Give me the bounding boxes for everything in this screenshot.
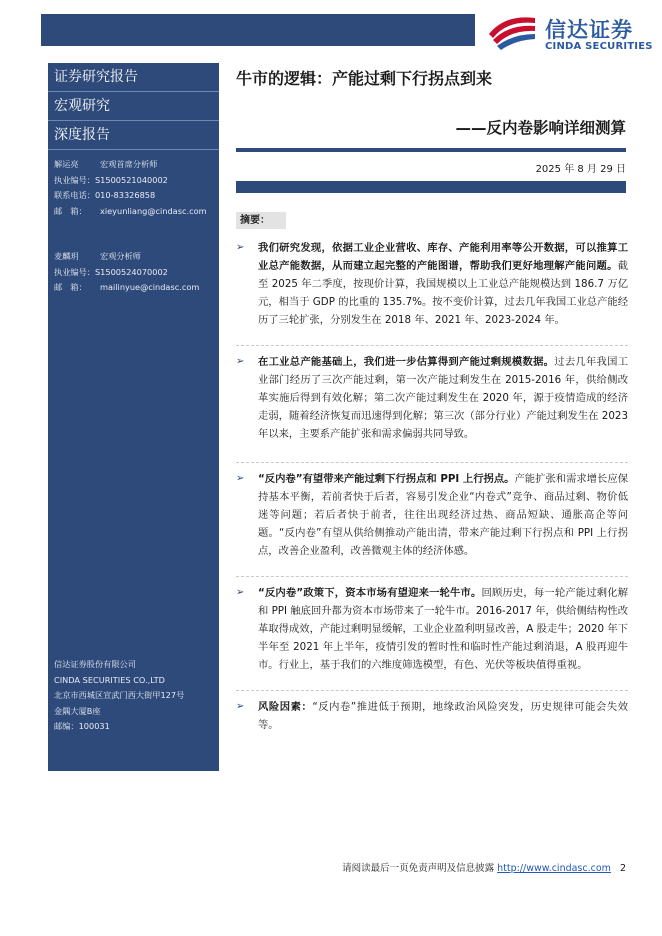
report-date: 2025 年 8 月 29 日: [535, 164, 626, 175]
company-info: [54, 657, 184, 735]
report-subtitle: ——反内卷影响详细测算: [455, 119, 626, 137]
analyst-2-email-label: 邮 箱：: [54, 282, 87, 292]
logo-text-en: CINDA SECURITIES: [545, 41, 653, 52]
abstract-point-1: [236, 239, 628, 329]
sidebar-title-category: 宏观研究: [48, 92, 219, 121]
sidebar: [48, 63, 219, 771]
analyst-1-cert-label: 执业编号：: [54, 174, 95, 185]
company-postcode: 邮编：100031: [54, 721, 110, 731]
header-banner: [41, 14, 475, 46]
analyst-2-info: [54, 249, 199, 296]
triangle-arrow-icon: ➢: [236, 587, 245, 598]
triangle-arrow-icon: ➢: [236, 701, 245, 712]
analyst-1-phone: 010-83326858: [94, 190, 156, 200]
analyst-1-role: 宏观首席分析师: [100, 159, 158, 169]
title-divider: [236, 148, 626, 152]
company-address-1: 北京市西城区宣武门西大街甲127号: [54, 690, 185, 700]
abstract-point-4: [236, 584, 628, 674]
abstract-point-1-bold: 我们研究发现，依据工业企业营收、库存、产能利用率等公开数据，可以推算工业总产能数据，从而建立起完整的产能图谱，帮助我们更好地理解产能问题。: [258, 242, 628, 272]
abstract-point-3-bold: “反内卷”有望带来产能过剩下行拐点和 PPI 上行拐点。: [258, 473, 515, 485]
divider: [236, 462, 628, 463]
logo-text-cn: 信达证券: [545, 18, 633, 42]
divider: [236, 690, 628, 691]
abstract-point-1-text: [258, 239, 628, 329]
disclaimer-notice: 请阅读最后一页免责声明及信息披露: [342, 863, 495, 874]
abstract-point-4-body: 回顾历史，每一轮产能过剩化解和 PPI 触底回升都为资本市场带来了一轮牛市。2016-2017 年，供给侧结构性改革取得成效，产能过剩明显缓解，工业企业盈利明显改善，A 股走牛；2020 年下半年至 2021 年上半年，疫情引发的暂时性和临时性产能过剩消退，A 股再迎牛市。行业上，基于我们的六维度筛选模型，有色、光伏等板块值得重视。: [258, 587, 628, 671]
abstract-point-2-text: [258, 353, 628, 443]
analyst-1-cert: S1500521040002: [94, 174, 168, 185]
company-logo: [485, 12, 653, 56]
abstract-point-2-bold: 在工业总产能基础上，我们进一步估算得到产能过剩规模数据。: [258, 356, 555, 368]
abstract-point-5-body: “反内卷”推进低于预期，地缘政治风险突发，历史规律可能会失效等。: [258, 701, 628, 731]
abstract-point-2-body: 过去几年我国工业部门经历了三次产能过剩，第一次产能过剩发生在 2015-2016 年，供给侧改革实施后得到有效化解；第二次产能过剩发生在 2020 年，源于疫情造成的经济走弱，随着经济恢复而迅速得到化解；第三次（部分行业）产能过剩发生在 2023 年以来，主要系产能扩张和需求偏弱共同导致。: [258, 356, 629, 440]
company-name-cn: 信达证券股份有限公司: [54, 659, 136, 669]
triangle-arrow-icon: ➢: [236, 473, 245, 484]
website-link[interactable]: http://www.cindasc.com: [497, 863, 611, 874]
abstract-point-4-text: [258, 584, 628, 674]
analyst-1-email[interactable]: xieyunliang@cindasc.com: [100, 205, 207, 216]
section-band: [236, 181, 626, 193]
abstract-point-4-bold: “反内卷”政策下，资本市场有望迎来一轮牛市。: [258, 587, 482, 599]
analyst-2-role: 宏观分析师: [100, 251, 141, 261]
analyst-2-name: 麦麟玥: [54, 251, 79, 261]
divider: [236, 345, 628, 346]
abstract-point-1-body: 截至 2025 年二季度，按现价计算，我国规模以上工业总产能规模达到 186.7 万亿元，相当于 GDP 的比重的 135.7%。按不变价计算，过去几年我国工业总产能经历了三轮扩张，分别发生在 2018 年、2021 年、2023-2024 年。: [258, 260, 628, 326]
abstract-point-5-bold: 风险因素：: [258, 701, 313, 713]
analyst-1-email-label: 邮 箱：: [54, 205, 87, 216]
triangle-arrow-icon: ➢: [236, 356, 245, 367]
sidebar-title-report-type: 证券研究报告: [48, 63, 219, 92]
abstract-point-5: [236, 698, 628, 734]
divider: [236, 576, 628, 577]
analyst-2-cert: S1500524070002: [94, 266, 168, 277]
triangle-arrow-icon: ➢: [236, 242, 245, 253]
abstract-point-2: [236, 353, 628, 443]
analyst-1-name: 解运亮: [54, 159, 79, 169]
abstract-point-3: [236, 470, 628, 560]
abstract-point-3-text: [258, 470, 628, 560]
report-title: 牛市的逻辑：产能过剩下行拐点到来: [236, 69, 493, 88]
company-address-2: 金隅大厦B座: [54, 705, 101, 716]
sidebar-title-depth: 深度报告: [48, 121, 219, 150]
page-number: 2: [619, 863, 626, 874]
company-name-en: CINDA SECURITIES CO.,LTD: [54, 674, 165, 685]
analyst-1-phone-label: 联系电话：: [54, 190, 95, 200]
analyst-2-email[interactable]: mailinyue@cindasc.com: [100, 282, 200, 292]
page-footer: [330, 860, 626, 874]
abstract-point-5-text: [258, 698, 628, 734]
abstract-point-3-body: 产能扩张和需求增长应保持基本平衡，若前者快于后者，容易引发企业“内卷式”竞争、商品过剩、物价低迷等问题；若后者快于前者，往往出现经济过热、商品短缺、通胀高企等问题。“反内卷”有望从供给侧推动产能出清，带来产能过剩下行拐点和 PPI 上行拐点，改善企业盈利，改善微观主体的经济体感。: [258, 473, 628, 557]
analyst-1-info: [54, 157, 207, 219]
abstract-label: 摘要：: [236, 212, 286, 229]
cinda-logo-icon: [485, 12, 539, 52]
analyst-2-cert-label: 执业编号：: [54, 266, 95, 277]
